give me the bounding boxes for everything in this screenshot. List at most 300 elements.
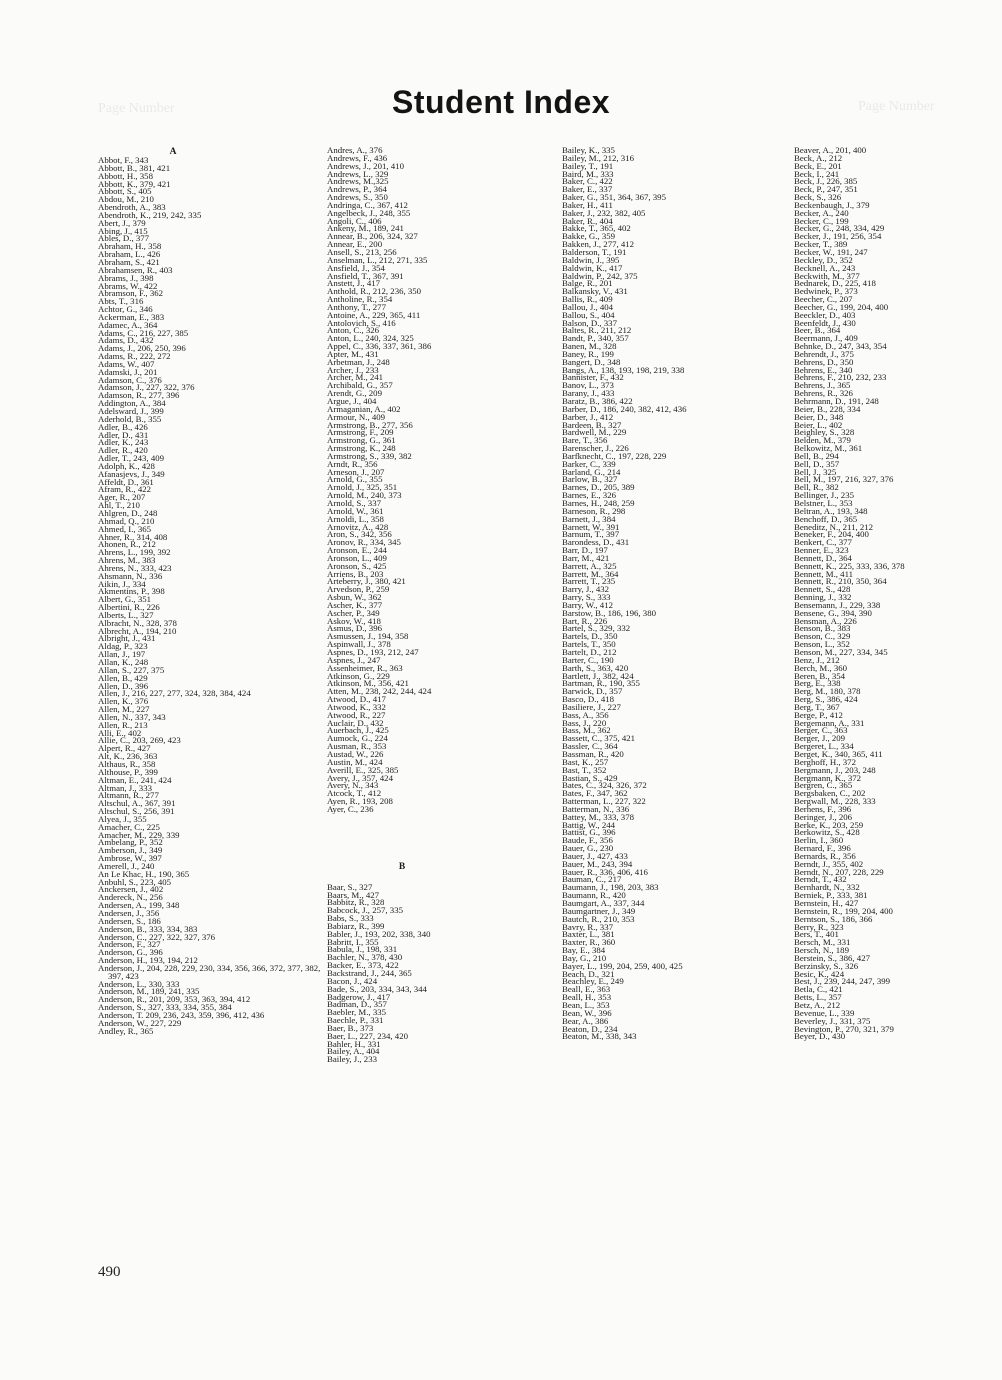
index-entry: Bavry, R., 337 <box>562 921 613 932</box>
index-entry: Baltes, R., 211, 212 <box>562 325 632 336</box>
index-entry: Bergmann, K., 372 <box>794 772 862 783</box>
index-entry: Angoli, C., 406 <box>327 215 382 226</box>
index-entry: Berkowitz, S., 428 <box>794 827 860 838</box>
index-entry: Beecher, G., 199, 204, 400 <box>794 301 889 312</box>
index-entry: Baker, H., 411 <box>562 199 613 210</box>
index-entry: Bevenue, L., 339 <box>794 1007 855 1018</box>
index-entry: Abrams, J., 398 <box>98 272 154 283</box>
index-entry: Alt, K., 236, 363 <box>98 751 158 762</box>
index-entry: Balderson, T., 191 <box>562 246 627 257</box>
index-entry: Beck, A., 212 <box>794 152 843 163</box>
index-entry: Benchoff, D., 365 <box>794 513 858 524</box>
index-entry: Beier, D., 348 <box>794 411 844 422</box>
index-entry: Beck, J., 226, 385 <box>794 176 858 187</box>
index-entry: Adler, B., 426 <box>98 421 148 432</box>
index-entry: Ackerman, E., 383 <box>98 311 165 322</box>
index-entry: Armour, N., 409 <box>327 411 386 422</box>
index-entry: Albertini, R., 226 <box>98 602 160 613</box>
index-entry: Bell, M., 197, 216, 327, 376 <box>794 474 894 485</box>
index-entry: Baney, R., 199 <box>562 348 614 359</box>
index-entry: Andrews, M.,325 <box>327 176 389 187</box>
index-entry: Ahrens, M., 383 <box>98 555 156 566</box>
index-entry: Backer, E., 373, 422 <box>327 960 399 971</box>
index-entry: Berndt, N., 207, 228, 229 <box>794 866 884 877</box>
index-entry: Beltran, A., 193, 348 <box>794 505 868 516</box>
index-entry: Abraham, S., 421 <box>98 256 160 267</box>
index-entry: Bailey, T., 191 <box>562 160 614 171</box>
index-entry: Aronov, R., 334, 345 <box>327 537 401 548</box>
index-entry: Allen, M., 227 <box>98 704 150 715</box>
index-entry: Akmentins, P., 398 <box>98 586 165 597</box>
index-entry: Bean, W., 396 <box>562 1007 612 1018</box>
index-entry: Anderson, C., 227, 322, 327, 376 <box>98 931 216 942</box>
index-entry: Aronson, L., 409 <box>327 552 387 563</box>
index-entry: Andersen, S., 186 <box>98 915 161 926</box>
index-entry: Allie, C., 203, 269, 423 <box>98 735 181 746</box>
index-entry: Beneditz, N., 211, 212 <box>794 521 874 532</box>
index-entry: Benning, J., 332 <box>794 592 852 603</box>
index-entry: Arriens, B., 203 <box>327 568 384 579</box>
index-entry: Bernstein, R., 199, 204, 400 <box>794 905 893 916</box>
bleed-through-header-right: Page Number <box>858 99 935 114</box>
index-entry: Best, J., 239, 244, 247, 399 <box>794 976 891 987</box>
index-entry: Barker, C., 339 <box>562 458 616 469</box>
index-entry: Barnett, W., 391 <box>562 521 620 532</box>
index-entry: Bacon, J., 424 <box>327 975 378 986</box>
index-entry: Amacher, M., 229, 339 <box>98 829 180 840</box>
index-entry: Abramson, F., 362 <box>98 288 164 299</box>
index-entry: Berzinsky, S., 326 <box>794 960 859 971</box>
index-entry: Bass, J., 220 <box>562 717 607 728</box>
index-entry: Berge, P., 412 <box>794 709 843 720</box>
index-entry: Baker, J., 232, 382, 405 <box>562 207 646 218</box>
index-entry: Ausman, R., 353 <box>327 741 387 752</box>
index-entry: Behrens, D., 350 <box>794 356 854 367</box>
index-entry: Ambrose, W., 397 <box>98 853 162 864</box>
index-entry: Aumock, G., 224 <box>327 733 388 744</box>
index-entry: Behrendt, J., 375 <box>794 348 854 359</box>
index-entry: Bauer, M., 243, 394 <box>562 858 633 869</box>
index-entry: Aspnes, D., 193, 212, 247 <box>327 647 419 657</box>
index-entry: Anderson, W., 227, 229 <box>98 1017 182 1028</box>
index-entry: Arneson, J., 207 <box>327 466 385 477</box>
index-entry: Beaver, A., 201, 400 <box>794 145 867 155</box>
index-entry: Baer, L., 227, 234, 420 <box>327 1030 409 1041</box>
index-entry: Adamski, J., 201 <box>98 366 158 377</box>
index-entry: Ahner, R., 314, 408 <box>98 531 168 542</box>
index-entry: Beaton, M., 338, 343 <box>562 1031 637 1042</box>
index-entry: Andersen, J., 356 <box>98 908 160 918</box>
index-entry: Batterman, N., 336 <box>562 803 630 814</box>
index-entry: Bennett, D., 364 <box>794 552 852 563</box>
index-entry: Bandt, P., 340, 357 <box>562 333 629 344</box>
index-entry: Belden, M., 379 <box>794 435 851 446</box>
index-entry: Arnold, S., 337 <box>327 497 382 508</box>
index-entry: Berhens, F., 396 <box>794 803 852 814</box>
index-entry: Adams, R., 222, 272 <box>98 351 171 362</box>
index-entry: Anderson, H., 193, 194, 212 <box>98 955 198 966</box>
index-entry: Bennett, K., 225, 333, 336, 378 <box>794 560 905 571</box>
index-entry: Beneker, F., 204, 400 <box>794 529 869 540</box>
index-entry: Arteberry, J., 380, 421 <box>327 576 406 587</box>
index-entry: Benson, L., 352 <box>794 639 850 650</box>
index-entry: Austad, W., 226 <box>327 748 384 759</box>
index-entry: Adamson, J., 227, 322, 376 <box>98 382 195 393</box>
index-entry: Beckley, D., 352 <box>794 254 853 265</box>
index-entry: Bast, K., 257 <box>562 756 609 767</box>
index-entry: Benz, J., 212 <box>794 654 840 665</box>
index-entry: Abrams, W., 422 <box>98 280 158 291</box>
index-entry: Bell, J., 325 <box>794 466 837 477</box>
index-entry: Bartels, D., 350 <box>562 631 618 642</box>
index-entry: Alli, E., 402 <box>98 727 142 738</box>
index-entry: Benkert, C., 377 <box>794 537 852 548</box>
index-entry: Abbott, S., 405 <box>98 186 152 197</box>
index-entry: Anthony, T., 277 <box>327 301 386 312</box>
page-number: 490 <box>98 1264 121 1280</box>
index-entry: Abbot, F., 343 <box>98 155 149 165</box>
index-entry: Abts, T., 316 <box>98 296 144 307</box>
index-entry: Allen, J., 216, 227, 277, 324, 328, 384, 424 <box>98 688 251 699</box>
index-entry: Andrews, S., 350 <box>327 192 388 203</box>
index-entry: Bailey, M., 212, 316 <box>562 152 634 163</box>
index-entry: Baldwin, J., 395 <box>562 254 620 265</box>
index-entry: Barber, D., 186, 240, 382, 412, 436 <box>562 403 687 414</box>
index-entry: Ager, R., 207 <box>98 492 146 503</box>
spacer <box>327 826 552 838</box>
index-entry: Armstrong, B., 277, 356 <box>327 419 413 430</box>
index-entry: Bachler, N., 378, 430 <box>327 952 403 963</box>
index-entry: Beringer, J., 206 <box>794 811 853 822</box>
index-entry: Ahlgren, D., 248 <box>98 507 158 518</box>
index-entry: Armstrong, G., 361 <box>327 435 396 446</box>
index-entry: Bakken, J., 277, 412 <box>562 239 635 250</box>
index-entry: Andrews, F., 436 <box>327 152 388 163</box>
index-entry: Barfknecht, C., 197, 228, 229 <box>562 450 667 461</box>
index-entry: Alpert, R., 427 <box>98 743 151 754</box>
index-entry: Bassler, C., 364 <box>562 741 618 752</box>
index-entry: Baumann, J., 198, 203, 383 <box>562 882 659 893</box>
index-entry: Angelbeck, J., 248, 355 <box>327 207 411 218</box>
index-entry: Barland, G., 214 <box>562 466 621 477</box>
index-entry: Balkansky, V., 431 <box>562 286 628 297</box>
index-entry: Baer, B., 373 <box>327 1022 374 1033</box>
index-entry: Bensene, G., 394, 390 <box>794 607 872 618</box>
index-entry: Bangert, D., 348 <box>562 356 621 367</box>
index-entry: Anderson, L., 330, 333 <box>98 978 180 989</box>
index-entry: Allen, D., 396 <box>98 680 149 691</box>
index-entry: Aspnes, J., 247 <box>327 654 381 665</box>
index-entry: Abraham, H., 358 <box>98 241 162 252</box>
index-entry: Allan, S., 227, 375 <box>98 664 165 675</box>
index-entry: Ahl, T., 210 <box>98 500 140 511</box>
index-entry: Abendroth, A., 383 <box>98 202 166 213</box>
index-entry: Benson, C., 329 <box>794 631 851 642</box>
index-entry: Ayen, R., 193, 208 <box>327 796 393 807</box>
index-entry: Anderson, B., 333, 334, 383 <box>98 923 198 934</box>
index-entry: Bartelt, D., 212 <box>562 647 617 657</box>
index-entry: Babritt, I., 355 <box>327 936 379 947</box>
index-entry: Behrmann, D., 191, 248 <box>794 396 879 406</box>
index-entry: Allen, K., 376 <box>98 696 149 707</box>
index-entry: Bailey, J., 233 <box>327 1054 378 1065</box>
index-entry: Barrett, M., 364 <box>562 568 619 579</box>
index-entry: Barr, D., 197 <box>562 545 608 556</box>
index-entry: Bergemann, A., 331 <box>794 717 865 728</box>
index-entry: Adolph, K., 428 <box>98 460 155 471</box>
index-entry: Bell, D., 357 <box>794 458 840 469</box>
index-entry: Berke, K., 203, 259 <box>794 819 864 830</box>
index-entry: Allan, K., 248 <box>98 657 149 667</box>
index-entry: Bauman, C., 217 <box>562 874 622 885</box>
index-entry: Atkinson, G., 229 <box>327 670 390 681</box>
index-entry: Altschul, S., 256, 391 <box>98 806 175 817</box>
index-entry: Berg, T., 367 <box>794 701 840 712</box>
index-entry: Anckersen, J., 402 <box>98 884 164 895</box>
index-entry: Berg, E., 338 <box>794 678 841 689</box>
index-entry: Abing, J., 415 <box>98 225 148 236</box>
index-entry: Bennett, M., 411 <box>794 568 854 579</box>
index-entry: Banov, L., 373 <box>562 380 614 391</box>
index-entry: Antolovich, S., 416 <box>327 317 396 328</box>
index-entry: Avery, N., 343 <box>327 780 379 791</box>
index-entry: Bellinger, J., 235 <box>794 490 854 501</box>
index-entry: Askov, W., 418 <box>327 615 381 626</box>
index-entry: Bade, S., 203, 334, 343, 344 <box>327 983 427 994</box>
index-entry: Becknell, A., 243 <box>794 262 856 273</box>
index-entry: Babiarz, R., 399 <box>327 920 385 931</box>
index-entry: Amacher, C., 225 <box>98 821 160 832</box>
index-entry: Bartel, S., 329, 332 <box>562 623 631 634</box>
index-entry: Asbun, W., 362 <box>327 592 382 603</box>
index-entry: Berger, C., 363 <box>794 725 848 736</box>
index-entry: Abbott, H., 358 <box>98 170 153 181</box>
index-entry: Barnes, H., 248, 259 <box>562 497 635 508</box>
index-entry: Bautch, R., 210, 353 <box>562 913 635 924</box>
index-entry: Barrett, A., 325 <box>562 560 617 571</box>
index-entry: Ballou, J., 404 <box>562 301 614 312</box>
index-entry: Bare, T., 356 <box>562 435 608 446</box>
index-entry: Bakke, G., 359 <box>562 231 616 242</box>
index-entry: Barr, M., 421 <box>562 552 610 563</box>
index-entry: Bennett, R., 210, 350, 364 <box>794 576 887 587</box>
index-entry: Bailey, K., 335 <box>562 145 615 155</box>
index-entry: Adler, K., 243 <box>98 437 149 448</box>
index-entry: Archer, J., 233 <box>327 364 379 375</box>
index-entry: Addington, A., 384 <box>98 398 166 409</box>
index-entry: Barth, S., 363, 420 <box>562 662 629 673</box>
index-entry: Barry, S., 333 <box>562 592 611 603</box>
index-entry: Berstein, S., 386, 427 <box>794 952 870 963</box>
index-entry: Bannister, F., 432 <box>562 372 624 383</box>
index-entry: Berger, J., 209 <box>794 733 846 744</box>
index-entry: Andrews, L., 329 <box>327 168 389 179</box>
index-entry: Adamson, C., 376 <box>98 374 162 385</box>
index-entry: Beren, B., 354 <box>794 670 846 681</box>
index-entry: Annear, E., 200 <box>327 239 383 250</box>
index-entry: Arnold, J., 325, 351 <box>327 482 398 493</box>
index-entry: Basco, D., 418 <box>562 694 615 705</box>
index-entry: Arnoldi, L., 358 <box>327 513 384 524</box>
page-title: Student Index <box>391 84 611 120</box>
index-entry: Ahrens, N., 333, 423 <box>98 562 172 573</box>
index-entry: Abrahamsen, R., 403 <box>98 264 173 275</box>
index-entry: Apter, M., 431 <box>327 348 379 359</box>
index-entry: Aronson, S., 425 <box>327 560 387 571</box>
index-entry: Babler, J., 193, 202, 338, 340 <box>327 928 431 939</box>
index-entry: Baude, F., 356 <box>562 835 613 846</box>
index-entry: Ansfield, J., 354 <box>327 262 385 273</box>
index-entry: Berndt, J., 355, 402 <box>794 858 864 869</box>
index-entry: Auclair, D., 432 <box>327 717 384 728</box>
index-entry: Beckenbaugh, J., 379 <box>794 199 870 210</box>
index-entry: Alberts, L., 327 <box>98 609 154 620</box>
spacer <box>327 814 552 826</box>
index-entry: Anderson, G., 396 <box>98 947 163 958</box>
index-entry: Baumgartner, J., 349 <box>562 905 636 916</box>
index-entry: Baldwin, K., 417 <box>562 262 623 273</box>
spacer <box>327 838 552 850</box>
index-entry: Asmussen, J., 194, 358 <box>327 631 409 642</box>
index-entry: Aderhold, B., 355 <box>98 413 162 424</box>
index-entry: Barenscher, J., 226 <box>562 443 629 454</box>
index-entry: Baxter, R., 360 <box>562 937 616 948</box>
index-entry: Barrett, T., 235 <box>562 576 616 587</box>
index-entry: Armstrong, F., 209 <box>327 427 394 438</box>
index-entry: Altschul, A., 367, 391 <box>98 798 176 809</box>
index-entry: Barstow, B., 186, 196, 380 <box>562 607 656 618</box>
index-entry: Ahsmann, N., 336 <box>98 570 163 581</box>
index-entry: Ambelang, P., 352 <box>98 837 163 848</box>
index-entry: Barnes, E., 326 <box>562 490 616 501</box>
index-entry: Baker, G., 351, 364, 367, 395 <box>562 192 666 203</box>
index-entry: Abbott, B., 381, 421 <box>98 162 171 173</box>
index-entry: Belkowitz, M., 361 <box>794 443 863 454</box>
index-entry: Bergeret, L., 334 <box>794 741 854 752</box>
index-entry: Bay, E., 384 <box>562 945 606 956</box>
index-entry: Antoine, A., 229, 365, 411 <box>327 309 421 320</box>
index-entry: Anderson, R., 201, 209, 353, 363, 394, 412 <box>98 994 251 1005</box>
index-entry: Arvedson, P., 259 <box>327 584 390 595</box>
index-entry: Abdou, M., 210 <box>98 194 154 205</box>
index-entry: Bennett, S., 428 <box>794 584 851 595</box>
index-entry: Bedwinek, P., 373 <box>794 286 858 297</box>
index-entry: Berch, M., 360 <box>794 662 848 673</box>
index-entry: Archibald, G., 357 <box>327 380 393 391</box>
index-entry: Babbitz, R., 328 <box>327 897 385 908</box>
index-entry: Andres, A., 376 <box>327 145 383 155</box>
index-entry: Battey, M., 333, 378 <box>562 811 634 822</box>
index-entry: Behrens, E., 340 <box>794 364 853 375</box>
index-entry: Bay, G., 210 <box>562 952 607 963</box>
index-entry: Anderson, J., 204, 228, 229, 230, 334, 356, 366, 372, 377, 382, 397, 423 <box>98 962 321 981</box>
index-entry: Achtor, G., 346 <box>98 304 153 315</box>
index-entry: Becker, G., 248, 334, 429 <box>794 223 885 234</box>
index-entry: Berghoff, H., 372 <box>794 756 856 767</box>
index-entry: Berniek, P., 333, 381 <box>794 890 868 901</box>
index-entry: Baars, M., 427 <box>327 889 380 900</box>
index-entry: Beenfeldt, J., 430 <box>794 317 856 328</box>
index-entry: Appel, C., 336, 337, 361, 386 <box>327 341 432 352</box>
bleed-through-header-left: Page Number <box>98 101 175 116</box>
index-entry: Arbetman, J., 248 <box>327 356 390 367</box>
index-entry: Aron, S., 342, 356 <box>327 529 392 540</box>
index-entry: Anselman, L., 212, 271, 335 <box>327 254 428 265</box>
index-entry: Arnold, W., 361 <box>327 505 384 516</box>
index-entry: Bast, T., 352 <box>562 764 607 775</box>
index-entry: Beyer, D., 430 <box>794 1031 846 1042</box>
index-entry: Albrecht, A., 194, 210 <box>98 625 177 636</box>
index-entry: Ahmad, Q., 210 <box>98 515 155 526</box>
index-entry: Anderson, S., 327, 333, 334, 355, 384 <box>98 1002 232 1013</box>
index-entry: Assenheimer, R., 363 <box>327 662 403 673</box>
index-entry: Altman, E., 241, 424 <box>98 774 172 785</box>
index-entry: Allen, B., 429 <box>98 672 148 683</box>
index-entry: Beeckler, D., 403 <box>794 309 856 320</box>
index-entry: Annear, B., 206, 324, 327 <box>327 231 418 242</box>
index-entry: Ansell, S., 213, 256 <box>327 246 397 257</box>
index-entry: Bean, L., 353 <box>562 999 610 1010</box>
index-entry: Beachley, E., 249 <box>562 976 624 987</box>
index-entry: Andrews, P., 364 <box>327 184 387 195</box>
index-entry: Bell, R., 382 <box>794 482 839 493</box>
index-entry: Beier, L., 402 <box>794 419 843 430</box>
index-entry: Adamson, R., 277, 396 <box>98 390 180 401</box>
index-entry: Bernards, R., 356 <box>794 850 856 861</box>
index-entry: Berg, S., 386, 424 <box>794 694 858 705</box>
index-entry: Barnes, D., 205, 389 <box>562 482 635 493</box>
index-entry: Bartman, R., 190, 355 <box>562 678 640 689</box>
index-entry: Adamec, A., 364 <box>98 319 158 330</box>
index-column-4 <box>794 147 1002 1041</box>
index-entry: Arnold, M., 240, 373 <box>327 490 402 501</box>
index-entry: Asmus, D., 396 <box>327 623 382 634</box>
index-entry: Afram, R., 422 <box>98 484 152 495</box>
index-entry: Aikin, J., 334 <box>98 578 146 589</box>
index-entry: Ahmed, I., 365 <box>98 523 152 534</box>
index-entry: Barwick, D., 357 <box>562 686 623 697</box>
section-letter: A <box>169 147 177 157</box>
index-entry: Barry, J., 432 <box>562 584 610 595</box>
index-entry: Betla, C., 421 <box>794 984 843 995</box>
index-entry: Adler, R., 420 <box>98 445 148 456</box>
index-entry: Battist, G., 396 <box>562 827 616 838</box>
index-entry: Ballou, S., 404 <box>562 309 615 320</box>
index-entry: Atwood, K., 332 <box>327 701 386 712</box>
index-entry: Becker, J., 191, 256, 354 <box>794 231 882 242</box>
index-entry: Beermann, J., 409 <box>794 333 858 344</box>
index-entry: Andrews, J., 201, 410 <box>327 160 404 171</box>
index-entry: Albright, J., 431 <box>98 633 156 644</box>
index-entry: Baechle, P., 331 <box>327 1015 384 1026</box>
index-entry: Albracht, N., 328, 378 <box>98 617 177 628</box>
index-entry: Adelsward, J., 399 <box>98 406 164 416</box>
index-entry: Armstrong, S., 339, 382 <box>327 450 412 461</box>
index-entry: Abert, J., 379 <box>98 217 146 228</box>
index-entry: Benson, M., 227, 334, 345 <box>794 647 888 657</box>
index-entry: Arnold, G., 355 <box>327 474 383 485</box>
index-entry: Baebler, M., 335 <box>327 1007 387 1018</box>
index-entry: Bell, B., 294 <box>794 450 839 461</box>
index-entry: Allen, R., 213 <box>98 719 148 730</box>
index-entry: Bartels, T., 350 <box>562 639 616 650</box>
index-entry: Besic, K., 424 <box>794 968 845 979</box>
index-entry: Barlow, B., 327 <box>562 474 618 485</box>
index-column-1 <box>98 147 323 1036</box>
index-entry: Bersch, M., 331 <box>794 937 851 948</box>
index-entry: Anderson, F., 327 <box>98 939 161 950</box>
index-entry: Bahler, H., 331 <box>327 1038 381 1049</box>
